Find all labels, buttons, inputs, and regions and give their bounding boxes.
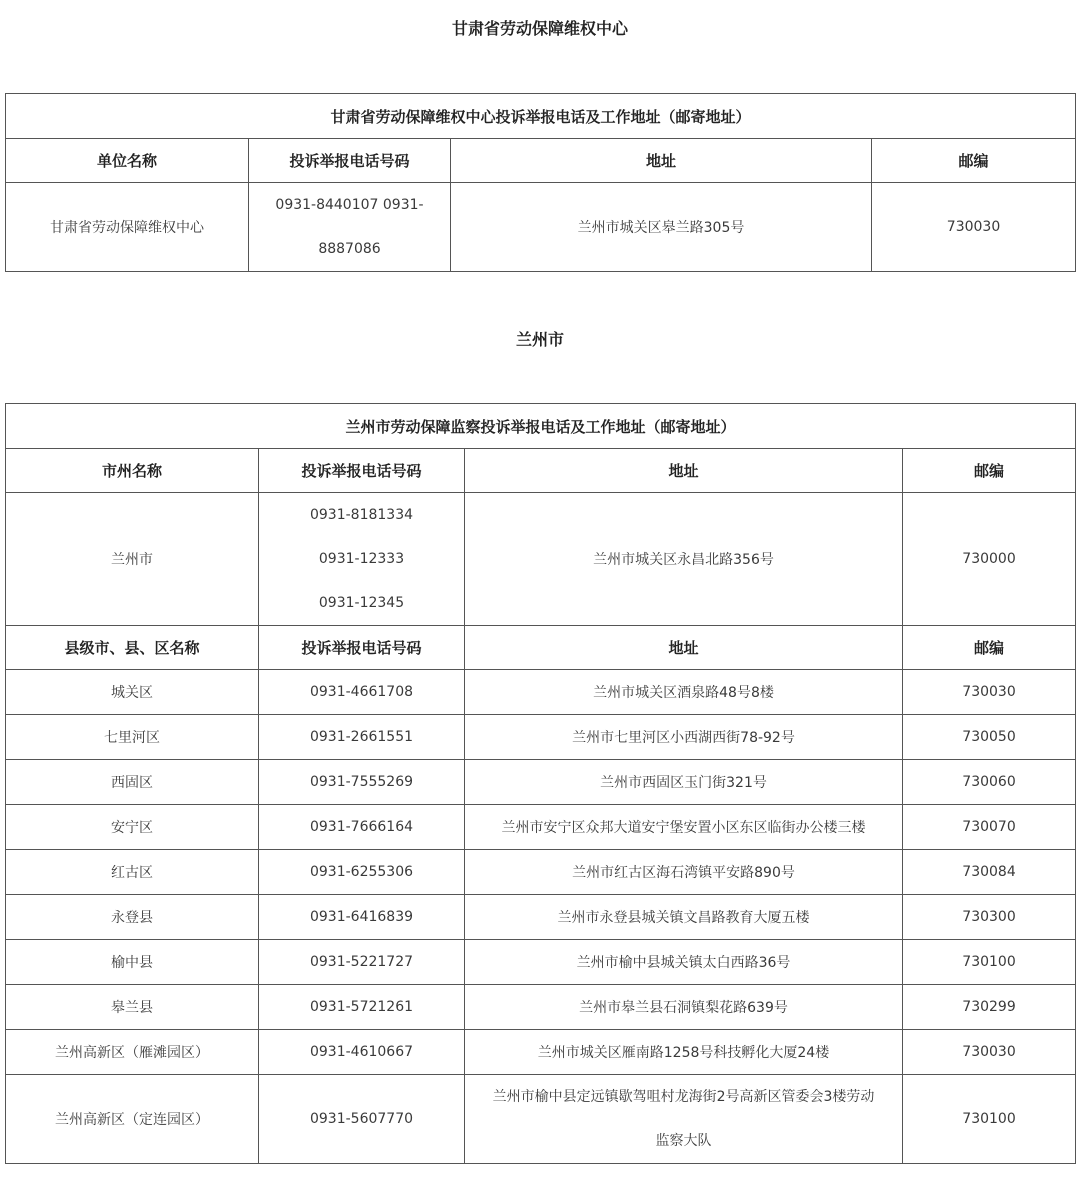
district-name-cell: 安宁区	[6, 805, 259, 850]
postcode-cell: 730030	[872, 183, 1076, 272]
postcode-cell: 730000	[903, 493, 1076, 626]
col-header-address: 地址	[465, 626, 903, 670]
phone-cell	[249, 183, 451, 272]
phone-cell: 0931-6416839	[259, 895, 465, 940]
city-name-cell: 兰州市	[6, 493, 259, 626]
address-line: 兰州市榆中县定远镇歇驾咀村龙海街2号高新区管委会3楼劳动	[492, 1089, 875, 1105]
table-row	[6, 183, 1076, 272]
col-header-address: 地址	[451, 139, 872, 183]
district-name-cell: 兰州高新区（定连园区）	[6, 1075, 259, 1164]
postcode-cell: 730030	[903, 670, 1076, 715]
col-header-phone: 投诉举报电话号码	[259, 626, 465, 670]
section-title-lanzhou: 兰州市	[515, 330, 564, 349]
address-cell: 兰州市城关区雁南路1258号科技孵化大厦24楼	[465, 1030, 903, 1075]
address-cell: 兰州市城关区永昌北路356号	[465, 493, 903, 626]
address-cell: 兰州市城关区酒泉路48号8楼	[465, 670, 903, 715]
phone-cell: 0931-4661708	[259, 670, 465, 715]
table-row	[6, 1075, 1076, 1164]
phone-line: 0931-12333	[318, 551, 405, 567]
phone-cell: 0931-4610667	[259, 1030, 465, 1075]
provincial-contact-table	[5, 93, 1076, 272]
postcode-cell: 730060	[903, 760, 1076, 805]
address-cell	[465, 1075, 903, 1164]
phone-cell: 0931-2661551	[259, 715, 465, 760]
col-header-city-name: 市州名称	[6, 449, 259, 493]
address-cell: 兰州市榆中县城关镇太白西路36号	[465, 940, 903, 985]
col-header-phone: 投诉举报电话号码	[259, 449, 465, 493]
district-name-cell: 皋兰县	[6, 985, 259, 1030]
postcode-cell: 730299	[903, 985, 1076, 1030]
table-row	[6, 670, 1076, 715]
phone-cell	[259, 493, 465, 626]
address-cell: 兰州市皋兰县石洞镇梨花路639号	[465, 985, 903, 1030]
district-name-cell: 七里河区	[6, 715, 259, 760]
phone-line: 0931-8440107 0931-	[275, 197, 424, 213]
district-name-cell: 城关区	[6, 670, 259, 715]
address-cell: 兰州市红古区海石湾镇平安路890号	[465, 850, 903, 895]
phone-cell: 0931-7666164	[259, 805, 465, 850]
lanzhou-contact-table	[5, 403, 1076, 1164]
table-row	[6, 850, 1076, 895]
district-name-cell: 红古区	[6, 850, 259, 895]
col-header-postcode: 邮编	[903, 626, 1076, 670]
address-line: 监察大队	[655, 1133, 712, 1149]
district-name-cell: 永登县	[6, 895, 259, 940]
col-header-phone: 投诉举报电话号码	[249, 139, 451, 183]
address-cell: 兰州市永登县城关镇文昌路教育大厦五楼	[465, 895, 903, 940]
phone-line: 0931-8181334	[309, 507, 414, 523]
table-row	[6, 760, 1076, 805]
address-cell: 兰州市城关区皋兰路305号	[451, 183, 872, 272]
district-name-cell: 兰州高新区（雁滩园区）	[6, 1030, 259, 1075]
address-cell: 兰州市安宁区众邦大道安宁堡安置小区东区临街办公楼三楼	[465, 805, 903, 850]
col-header-postcode: 邮编	[872, 139, 1076, 183]
phone-cell: 0931-7555269	[259, 760, 465, 805]
table-row	[6, 805, 1076, 850]
table-row	[6, 493, 1076, 626]
postcode-cell: 730030	[903, 1030, 1076, 1075]
table-row	[6, 895, 1076, 940]
table-caption: 甘肃省劳动保障维权中心投诉举报电话及工作地址（邮寄地址）	[6, 94, 1076, 139]
phone-cell: 0931-5221727	[259, 940, 465, 985]
postcode-cell: 730050	[903, 715, 1076, 760]
col-header-address: 地址	[465, 449, 903, 493]
col-header-postcode: 邮编	[903, 449, 1076, 493]
table-row	[6, 985, 1076, 1030]
col-header-unit-name: 单位名称	[6, 139, 249, 183]
phone-cell: 0931-5721261	[259, 985, 465, 1030]
phone-cell: 0931-6255306	[259, 850, 465, 895]
col-header-district-name: 县级市、县、区名称	[6, 626, 259, 670]
postcode-cell: 730070	[903, 805, 1076, 850]
unit-name-cell: 甘肃省劳动保障维权中心	[6, 183, 249, 272]
postcode-cell: 730100	[903, 1075, 1076, 1164]
phone-line: 0931-12345	[318, 595, 405, 611]
postcode-cell: 730100	[903, 940, 1076, 985]
table-row	[6, 940, 1076, 985]
postcode-cell: 730300	[903, 895, 1076, 940]
district-name-cell: 西固区	[6, 760, 259, 805]
table-caption: 兰州市劳动保障监察投诉举报电话及工作地址（邮寄地址）	[6, 404, 1076, 449]
district-name-cell: 榆中县	[6, 940, 259, 985]
table-row	[6, 1030, 1076, 1075]
table-row	[6, 715, 1076, 760]
phone-cell: 0931-5607770	[259, 1075, 465, 1164]
postcode-cell: 730084	[903, 850, 1076, 895]
address-cell: 兰州市七里河区小西湖西街78-92号	[465, 715, 903, 760]
address-cell: 兰州市西固区玉门街321号	[465, 760, 903, 805]
section-title-provincial: 甘肃省劳动保障维权中心	[451, 19, 628, 38]
phone-line: 8887086	[318, 241, 381, 257]
